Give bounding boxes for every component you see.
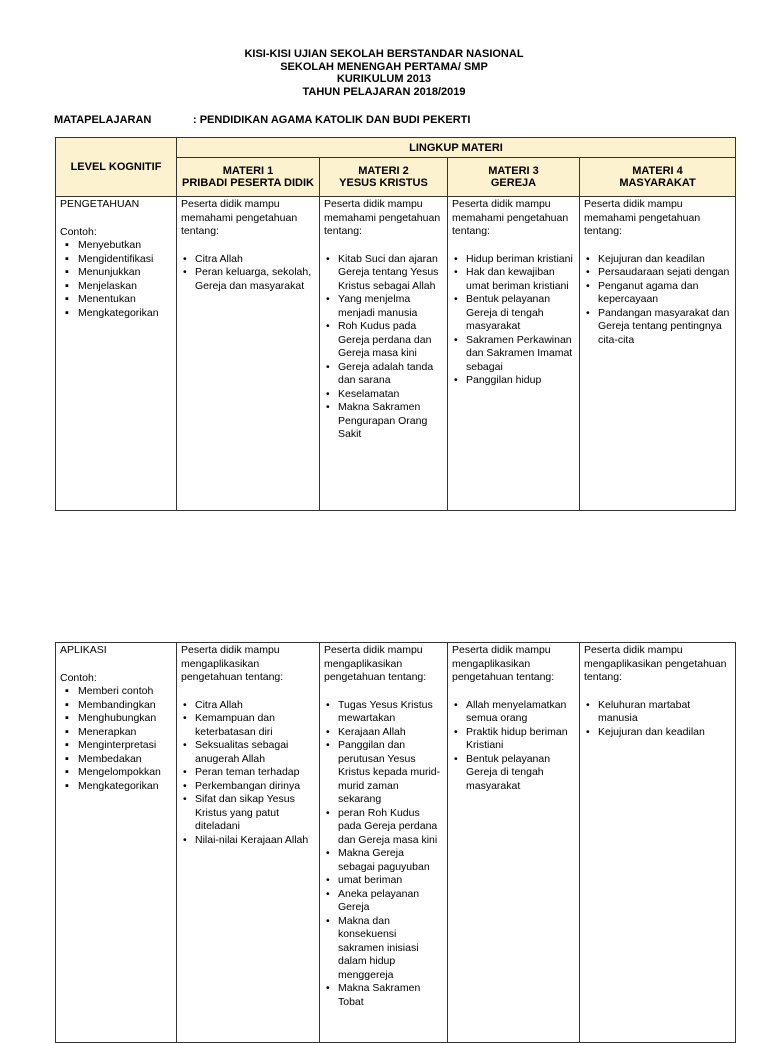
list-item: • Penganut agama dan kepercayaan (598, 280, 731, 307)
list-item: • Seksualitas sebagai anugerah Allah (195, 739, 315, 766)
contoh-label: Contoh: (60, 225, 97, 238)
list-item: ▪ Menunjukkan (78, 266, 172, 280)
cell-intro: Peserta didik mampu memahami pengetahuan tentang: (181, 198, 298, 237)
list-item: • Praktik hidup beriman Kristiani (466, 726, 575, 753)
bullet-list (584, 253, 731, 348)
list-item: ▪ Menjelaskan (78, 280, 172, 294)
lingkup-materi-header: LINGKUP MATERI (177, 138, 736, 158)
pengetahuan-materi-1-cell (177, 197, 320, 511)
list-item: • Perkembangan dirinya (195, 780, 315, 794)
cell-intro: Peserta didik mampu memahami pengetahuan tentang: (584, 198, 701, 237)
materi-2-number: MATERI 2 (358, 165, 409, 177)
aplikasi-materi-4-cell (580, 643, 736, 1043)
list-item: • Makna Sakramen Pengurapan Orang Sakit (338, 401, 443, 442)
list-item: • Kejujuran dan keadilan (598, 726, 731, 740)
level-name: PENGETAHUAN (60, 198, 140, 210)
list-item: • Sifat dan sikap Yesus Kristus yang patut diteladani (195, 793, 315, 834)
bullet-list (181, 253, 315, 294)
grid-table-aplikasi (55, 642, 736, 1043)
title-line-2: SEKOLAH MENENGAH PERTAMA/ SMP (280, 60, 488, 73)
list-item: ▪ Menyebutkan (78, 239, 172, 253)
pengetahuan-level-cell (56, 197, 177, 511)
bullet-list (452, 253, 575, 388)
title-line-4: TAHUN PELAJARAN 2018/2019 (302, 85, 466, 98)
list-item: • peran Roh Kudus pada Gereja perdana dan Gereja masa kini (338, 807, 443, 848)
list-item: • Sakramen Perkawinan dan Sakramen Imamat sebagai (466, 334, 575, 375)
list-item: • Kejujuran dan keadilan (598, 253, 731, 267)
title-line-1: KISI-KISI UJIAN SEKOLAH BERSTANDAR NASIONAL (244, 48, 524, 60)
list-item: • Hidup beriman kristiani (466, 253, 575, 267)
list-item: • Kerajaan Allah (338, 726, 443, 740)
cell-intro: Peserta didik mampu memahami pengetahuan tentang: (452, 198, 569, 237)
list-item: • Roh Kudus pada Gereja perdana dan Gereja masa kini (338, 320, 443, 361)
list-item: • Gereja adalah tanda dan sarana (338, 361, 443, 388)
list-item: • Peran keluarga, sekolah, Gereja dan masyarakat (195, 266, 315, 293)
list-item: ▪ Menentukan (78, 293, 172, 307)
list-item: • Tugas Yesus Kristus mewartakan (338, 699, 443, 726)
list-item: • Makna Gereja sebagai paguyuban (338, 847, 443, 874)
level-kognitif-header: LEVEL KOGNITIF (56, 138, 177, 197)
cell-intro: Peserta didik mampu mengaplikasikan pengetahuan tentang: (584, 644, 727, 683)
list-item: • Makna Sakramen Tobat (338, 982, 443, 1009)
list-item: • Citra Allah (195, 699, 315, 713)
materi-4-header (580, 158, 736, 197)
aplikasi-materi-3-cell (448, 643, 580, 1043)
list-item: • Citra Allah (195, 253, 315, 267)
cell-intro: Peserta didik mampu memahami pengetahuan tentang: (324, 198, 441, 237)
list-item: • Peran teman terhadap (195, 766, 315, 780)
materi-1-header (177, 158, 320, 197)
title-line-3: KURIKULUM 2013 (336, 73, 432, 85)
list-item: ▪ Mengkategorikan (78, 307, 172, 321)
list-item: • Yang menjelma menjadi manusia (338, 293, 443, 320)
materi-1-name: PRIBADI PESERTA DIDIK (181, 177, 314, 189)
materi-3-header (448, 158, 580, 197)
materi-2-header (320, 158, 448, 197)
level-name: APLIKASI (60, 644, 107, 656)
aplikasi-level-cell (56, 643, 177, 1043)
list-item: • Hak dan kewajiban umat beriman kristiani (466, 266, 575, 293)
materi-1-number: MATERI 1 (222, 165, 274, 177)
list-item: • Allah menyelamatkan semua orang (466, 699, 575, 726)
list-item: • Persaudaraan sejati dengan (598, 266, 731, 280)
list-item: • Bentuk pelayanan Gereja di tengah masyarakat (466, 753, 575, 794)
pengetahuan-materi-4-cell (580, 197, 736, 511)
pengetahuan-materi-2-cell (320, 197, 448, 511)
list-item: ▪ Membandingkan (78, 699, 172, 713)
contoh-list (60, 239, 172, 320)
list-item: ▪ Mengelompokkan (78, 766, 172, 780)
aplikasi-materi-2-cell (320, 643, 448, 1043)
list-item: • Panggilan dan perutusan Yesus Kristus kepada murid-murid zaman sekarang (338, 739, 443, 807)
cell-intro: Peserta didik mampu mengaplikasikan pengetahuan tentang: (452, 644, 555, 683)
list-item: • Keselamatan (338, 388, 443, 402)
bullet-list (584, 699, 731, 740)
bullet-list (324, 253, 443, 442)
bullet-list (324, 699, 443, 1010)
aplikasi-materi-1-cell (177, 643, 320, 1043)
materi-4-name: MASYARAKAT (619, 177, 696, 189)
document-title (0, 48, 768, 98)
materi-3-name: GEREJA (490, 177, 537, 189)
list-item: • Bentuk pelayanan Gereja di tengah masyarakat (466, 293, 575, 334)
materi-3-number: MATERI 3 (488, 165, 539, 177)
list-item: • umat beriman (338, 874, 443, 888)
list-item: • Kemampuan dan keterbatasan diri (195, 712, 315, 739)
list-item: ▪ Memberi contoh (78, 685, 172, 699)
bullet-list (452, 699, 575, 794)
list-item: ▪ Menginterpretasi (78, 739, 172, 753)
list-item: ▪ Menghubungkan (78, 712, 172, 726)
pengetahuan-materi-3-cell (448, 197, 580, 511)
list-item: • Nilai-nilai Kerajaan Allah (195, 834, 315, 848)
grid-table-pengetahuan (55, 137, 736, 511)
list-item: • Pandangan masyarakat dan Gereja tentang pentingnya cita-cita (598, 307, 731, 348)
cell-intro: Peserta didik mampu mengaplikasikan pengetahuan tentang: (181, 644, 284, 683)
materi-2-name: YESUS KRISTUS (339, 177, 428, 189)
list-item: • Kitab Suci dan ajaran Gereja tentang Yesus Kristus sebagai Allah (338, 253, 443, 294)
subject-label: MATAPELAJARAN (54, 114, 152, 126)
contoh-label: Contoh: (60, 671, 97, 684)
contoh-list (60, 685, 172, 793)
list-item: • Panggilan hidup (466, 374, 575, 388)
bullet-list (181, 699, 315, 848)
list-item: ▪ Membedakan (78, 753, 172, 767)
list-item: • Makna dan konsekuensi sakramen inisiasi dalam hidup menggereja (338, 915, 443, 983)
materi-4-number: MATERI 4 (632, 165, 683, 177)
cell-intro: Peserta didik mampu mengaplikasikan pengetahuan tentang: (324, 644, 427, 683)
list-item: • Aneka pelayanan Gereja (338, 888, 443, 915)
list-item: ▪ Mengkategorikan (78, 780, 172, 794)
list-item: ▪ Mengidentifikasi (78, 253, 172, 267)
subject-value: : PENDIDIKAN AGAMA KATOLIK DAN BUDI PEKERTI (193, 114, 471, 126)
list-item: • Keluhuran martabat manusia (598, 699, 731, 726)
list-item: ▪ Menerapkan (78, 726, 172, 740)
